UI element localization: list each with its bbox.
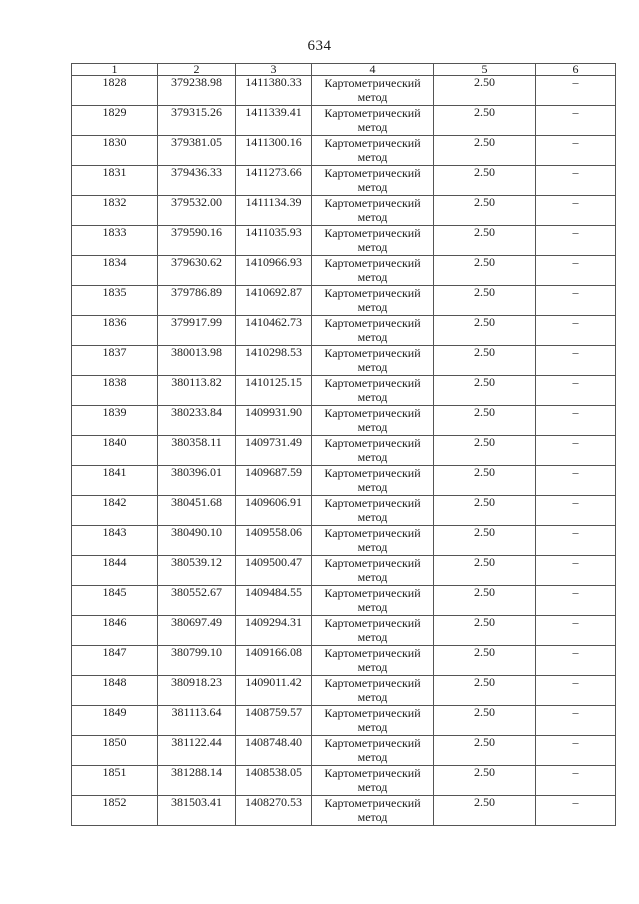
note-cell: – xyxy=(536,766,616,796)
method-line-2: метод xyxy=(357,270,388,284)
accuracy-cell: 2.50 xyxy=(434,556,536,586)
note-cell: – xyxy=(536,166,616,196)
method-line-1: Картометрический xyxy=(324,106,421,120)
y-coordinate-cell: 1411035.93 xyxy=(236,226,312,256)
note-cell: – xyxy=(536,136,616,166)
method-cell xyxy=(312,526,434,556)
method-line-2: метод xyxy=(357,780,388,794)
table-row xyxy=(72,226,616,256)
note-cell: – xyxy=(536,466,616,496)
x-coordinate-cell: 381113.64 xyxy=(158,706,236,736)
method-line-1: Картометрический xyxy=(324,256,421,270)
method-line-2: метод xyxy=(357,750,388,764)
method-line-2: метод xyxy=(357,660,388,674)
x-coordinate-cell: 380396.01 xyxy=(158,466,236,496)
method-cell xyxy=(312,586,434,616)
table-row xyxy=(72,616,616,646)
method-line-2: метод xyxy=(357,510,388,524)
method-cell xyxy=(312,226,434,256)
table-row xyxy=(72,286,616,316)
method-line-1: Картометрический xyxy=(324,136,421,150)
method-line-2: метод xyxy=(357,240,388,254)
point-number-cell: 1843 xyxy=(72,526,158,556)
point-number-cell: 1852 xyxy=(72,796,158,826)
accuracy-cell: 2.50 xyxy=(434,286,536,316)
y-coordinate-cell: 1410298.53 xyxy=(236,346,312,376)
accuracy-cell: 2.50 xyxy=(434,766,536,796)
note-cell: – xyxy=(536,796,616,826)
method-line-2: метод xyxy=(357,810,388,824)
method-line-1: Картометрический xyxy=(324,796,421,810)
method-line-2: метод xyxy=(357,690,388,704)
method-line-1: Картометрический xyxy=(324,526,421,540)
table-row xyxy=(72,766,616,796)
note-cell: – xyxy=(536,346,616,376)
accuracy-cell: 2.50 xyxy=(434,796,536,826)
method-cell xyxy=(312,646,434,676)
method-line-1: Картометрический xyxy=(324,196,421,210)
method-line-1: Картометрический xyxy=(324,676,421,690)
x-coordinate-cell: 379917.99 xyxy=(158,316,236,346)
note-cell: – xyxy=(536,286,616,316)
note-cell: – xyxy=(536,586,616,616)
point-number-cell: 1836 xyxy=(72,316,158,346)
method-line-1: Картометрический xyxy=(324,616,421,630)
y-coordinate-cell: 1408759.57 xyxy=(236,706,312,736)
point-number-cell: 1828 xyxy=(72,76,158,106)
note-cell: – xyxy=(536,226,616,256)
method-line-2: метод xyxy=(357,720,388,734)
point-number-cell: 1838 xyxy=(72,376,158,406)
x-coordinate-cell: 379590.16 xyxy=(158,226,236,256)
table-row xyxy=(72,556,616,586)
y-coordinate-cell: 1411339.41 xyxy=(236,106,312,136)
column-header: 3 xyxy=(236,64,312,76)
y-coordinate-cell: 1408538.05 xyxy=(236,766,312,796)
x-coordinate-cell: 381503.41 xyxy=(158,796,236,826)
point-number-cell: 1846 xyxy=(72,616,158,646)
method-line-2: метод xyxy=(357,90,388,104)
method-line-1: Картометрический xyxy=(324,646,421,660)
note-cell: – xyxy=(536,196,616,226)
note-cell: – xyxy=(536,106,616,136)
method-cell xyxy=(312,76,434,106)
accuracy-cell: 2.50 xyxy=(434,226,536,256)
method-line-2: метод xyxy=(357,360,388,374)
note-cell: – xyxy=(536,736,616,766)
table-row xyxy=(72,346,616,376)
accuracy-cell: 2.50 xyxy=(434,466,536,496)
method-line-1: Картометрический xyxy=(324,226,421,240)
point-number-cell: 1833 xyxy=(72,226,158,256)
table-row xyxy=(72,586,616,616)
method-line-2: метод xyxy=(357,300,388,314)
table-row xyxy=(72,736,616,766)
note-cell: – xyxy=(536,526,616,556)
x-coordinate-cell: 380013.98 xyxy=(158,346,236,376)
method-cell xyxy=(312,316,434,346)
y-coordinate-cell: 1409558.06 xyxy=(236,526,312,556)
point-number-cell: 1844 xyxy=(72,556,158,586)
y-coordinate-cell: 1410125.15 xyxy=(236,376,312,406)
y-coordinate-cell: 1410462.73 xyxy=(236,316,312,346)
y-coordinate-cell: 1409731.49 xyxy=(236,436,312,466)
accuracy-cell: 2.50 xyxy=(434,136,536,166)
method-line-2: метод xyxy=(357,120,388,134)
accuracy-cell: 2.50 xyxy=(434,436,536,466)
y-coordinate-cell: 1409166.08 xyxy=(236,646,312,676)
accuracy-cell: 2.50 xyxy=(434,346,536,376)
y-coordinate-cell: 1409606.91 xyxy=(236,496,312,526)
x-coordinate-cell: 380918.23 xyxy=(158,676,236,706)
table-row xyxy=(72,406,616,436)
method-cell xyxy=(312,496,434,526)
y-coordinate-cell: 1409294.31 xyxy=(236,616,312,646)
accuracy-cell: 2.50 xyxy=(434,376,536,406)
method-line-1: Картометрический xyxy=(324,766,421,780)
accuracy-cell: 2.50 xyxy=(434,406,536,436)
method-cell xyxy=(312,706,434,736)
x-coordinate-cell: 380358.11 xyxy=(158,436,236,466)
x-coordinate-cell: 380233.84 xyxy=(158,406,236,436)
point-number-cell: 1830 xyxy=(72,136,158,166)
y-coordinate-cell: 1411134.39 xyxy=(236,196,312,226)
point-number-cell: 1847 xyxy=(72,646,158,676)
method-cell xyxy=(312,676,434,706)
y-coordinate-cell: 1409931.90 xyxy=(236,406,312,436)
method-line-1: Картометрический xyxy=(324,736,421,750)
table-row xyxy=(72,646,616,676)
accuracy-cell: 2.50 xyxy=(434,646,536,676)
accuracy-cell: 2.50 xyxy=(434,586,536,616)
x-coordinate-cell: 380799.10 xyxy=(158,646,236,676)
y-coordinate-cell: 1408270.53 xyxy=(236,796,312,826)
x-coordinate-cell: 381122.44 xyxy=(158,736,236,766)
column-header: 5 xyxy=(434,64,536,76)
table-row xyxy=(72,136,616,166)
y-coordinate-cell: 1411273.66 xyxy=(236,166,312,196)
x-coordinate-cell: 379238.98 xyxy=(158,76,236,106)
x-coordinate-cell: 380490.10 xyxy=(158,526,236,556)
table-row xyxy=(72,196,616,226)
accuracy-cell: 2.50 xyxy=(434,256,536,286)
point-number-cell: 1834 xyxy=(72,256,158,286)
method-cell xyxy=(312,286,434,316)
method-line-1: Картометрический xyxy=(324,76,421,90)
y-coordinate-cell: 1411300.16 xyxy=(236,136,312,166)
method-line-1: Картометрический xyxy=(324,556,421,570)
accuracy-cell: 2.50 xyxy=(434,676,536,706)
accuracy-cell: 2.50 xyxy=(434,616,536,646)
note-cell: – xyxy=(536,406,616,436)
point-number-cell: 1851 xyxy=(72,766,158,796)
table-row xyxy=(72,376,616,406)
x-coordinate-cell: 380113.82 xyxy=(158,376,236,406)
table-row xyxy=(72,466,616,496)
method-line-2: метод xyxy=(357,180,388,194)
note-cell: – xyxy=(536,646,616,676)
note-cell: – xyxy=(536,676,616,706)
accuracy-cell: 2.50 xyxy=(434,166,536,196)
method-line-1: Картометрический xyxy=(324,496,421,510)
accuracy-cell: 2.50 xyxy=(434,76,536,106)
table-row xyxy=(72,796,616,826)
method-line-2: метод xyxy=(357,480,388,494)
method-line-1: Картометрический xyxy=(324,346,421,360)
point-number-cell: 1845 xyxy=(72,586,158,616)
note-cell: – xyxy=(536,316,616,346)
method-line-1: Картометрический xyxy=(324,706,421,720)
table-row xyxy=(72,166,616,196)
x-coordinate-cell: 380552.67 xyxy=(158,586,236,616)
method-line-2: метод xyxy=(357,420,388,434)
x-coordinate-cell: 380697.49 xyxy=(158,616,236,646)
note-cell: – xyxy=(536,616,616,646)
method-line-1: Картометрический xyxy=(324,466,421,480)
y-coordinate-cell: 1409687.59 xyxy=(236,466,312,496)
method-line-1: Картометрический xyxy=(324,436,421,450)
method-cell xyxy=(312,346,434,376)
note-cell: – xyxy=(536,496,616,526)
method-cell xyxy=(312,196,434,226)
method-cell xyxy=(312,466,434,496)
point-number-cell: 1829 xyxy=(72,106,158,136)
note-cell: – xyxy=(536,706,616,736)
table-row xyxy=(72,106,616,136)
accuracy-cell: 2.50 xyxy=(434,196,536,226)
accuracy-cell: 2.50 xyxy=(434,526,536,556)
point-number-cell: 1841 xyxy=(72,466,158,496)
column-header: 4 xyxy=(312,64,434,76)
point-number-cell: 1840 xyxy=(72,436,158,466)
x-coordinate-cell: 380539.12 xyxy=(158,556,236,586)
x-coordinate-cell: 379630.62 xyxy=(158,256,236,286)
point-number-cell: 1835 xyxy=(72,286,158,316)
x-coordinate-cell: 379315.26 xyxy=(158,106,236,136)
method-line-2: метод xyxy=(357,450,388,464)
method-line-2: метод xyxy=(357,330,388,344)
method-cell xyxy=(312,256,434,286)
method-line-2: метод xyxy=(357,390,388,404)
y-coordinate-cell: 1409011.42 xyxy=(236,676,312,706)
note-cell: – xyxy=(536,436,616,466)
page-number: 634 xyxy=(307,38,332,54)
note-cell: – xyxy=(536,76,616,106)
point-number-cell: 1850 xyxy=(72,736,158,766)
table-row xyxy=(72,526,616,556)
method-cell xyxy=(312,166,434,196)
point-number-cell: 1839 xyxy=(72,406,158,436)
method-line-2: метод xyxy=(357,210,388,224)
point-number-cell: 1842 xyxy=(72,496,158,526)
column-header: 1 xyxy=(72,64,158,76)
x-coordinate-cell: 379436.33 xyxy=(158,166,236,196)
method-cell xyxy=(312,736,434,766)
method-cell xyxy=(312,106,434,136)
method-line-2: метод xyxy=(357,540,388,554)
method-line-2: метод xyxy=(357,630,388,644)
point-number-cell: 1848 xyxy=(72,676,158,706)
table-row xyxy=(72,76,616,106)
method-cell xyxy=(312,766,434,796)
method-line-1: Картометрический xyxy=(324,376,421,390)
method-line-1: Картометрический xyxy=(324,586,421,600)
y-coordinate-cell: 1409500.47 xyxy=(236,556,312,586)
x-coordinate-cell: 379532.00 xyxy=(158,196,236,226)
accuracy-cell: 2.50 xyxy=(434,496,536,526)
note-cell: – xyxy=(536,256,616,286)
table-row xyxy=(72,256,616,286)
table-row xyxy=(72,436,616,466)
method-line-2: метод xyxy=(357,570,388,584)
y-coordinate-cell: 1411380.33 xyxy=(236,76,312,106)
method-line-1: Картометрический xyxy=(324,286,421,300)
method-line-1: Картометрический xyxy=(324,166,421,180)
x-coordinate-cell: 381288.14 xyxy=(158,766,236,796)
column-header: 2 xyxy=(158,64,236,76)
method-cell xyxy=(312,376,434,406)
x-coordinate-cell: 379786.89 xyxy=(158,286,236,316)
table-row xyxy=(72,316,616,346)
point-number-cell: 1837 xyxy=(72,346,158,376)
point-number-cell: 1849 xyxy=(72,706,158,736)
x-coordinate-cell: 379381.05 xyxy=(158,136,236,166)
accuracy-cell: 2.50 xyxy=(434,106,536,136)
column-header: 6 xyxy=(536,64,616,76)
accuracy-cell: 2.50 xyxy=(434,736,536,766)
accuracy-cell: 2.50 xyxy=(434,706,536,736)
x-coordinate-cell: 380451.68 xyxy=(158,496,236,526)
y-coordinate-cell: 1410692.87 xyxy=(236,286,312,316)
accuracy-cell: 2.50 xyxy=(434,316,536,346)
y-coordinate-cell: 1410966.93 xyxy=(236,256,312,286)
note-cell: – xyxy=(536,376,616,406)
method-line-2: метод xyxy=(357,150,388,164)
method-cell xyxy=(312,436,434,466)
table-row xyxy=(72,706,616,736)
point-number-cell: 1832 xyxy=(72,196,158,226)
method-cell xyxy=(312,556,434,586)
method-line-1: Картометрический xyxy=(324,406,421,420)
method-cell xyxy=(312,616,434,646)
y-coordinate-cell: 1408748.40 xyxy=(236,736,312,766)
method-cell xyxy=(312,796,434,826)
coordinates-table xyxy=(71,63,616,826)
table-row xyxy=(72,496,616,526)
method-cell xyxy=(312,136,434,166)
note-cell: – xyxy=(536,556,616,586)
point-number-cell: 1831 xyxy=(72,166,158,196)
y-coordinate-cell: 1409484.55 xyxy=(236,586,312,616)
method-cell xyxy=(312,406,434,436)
method-line-2: метод xyxy=(357,600,388,614)
method-line-1: Картометрический xyxy=(324,316,421,330)
table-row xyxy=(72,676,616,706)
table-header-row xyxy=(72,64,616,76)
table-body xyxy=(72,76,616,826)
